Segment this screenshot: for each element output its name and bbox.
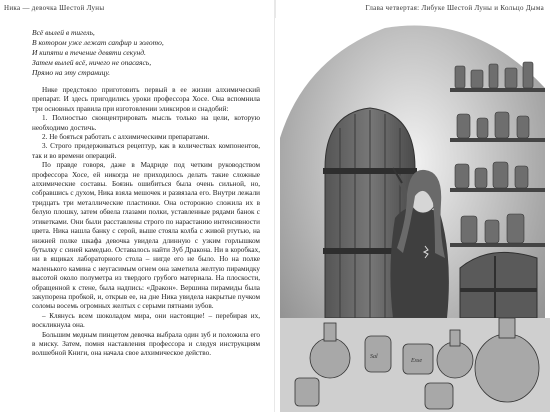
poem-line: Прямо на эту страницу. (32, 68, 111, 77)
poem-line: Всё вылей в тигель, (32, 28, 95, 37)
paragraph: Большим медным пинцетом девочка выбрала один зуб и положила его в миску. Затем, помня наставления профессора и следуя инструкциям волшебной Книги, она начала свое алхимическое действо. (32, 330, 260, 358)
poem (32, 28, 252, 78)
treasure-chest (460, 252, 537, 318)
paragraph: Нике предстояло приготовить первый в ее жизни алхимический препарат. И здесь пригодились уроки профессора Хосе. Она вспомнила три основных правила при изготовлении эликсиров и снадобий: (32, 86, 260, 113)
paragraph: 1. Полностью сконцентрировать мысль только на цели, которую необходимо достичь. (32, 114, 260, 132)
paragraph: – Клянусь всем шоколадом мира, они настоящие! – перебирая их, воскликнула она. (32, 311, 260, 330)
paragraph: 3. Строго придерживаться рецептур, как в количествах компонентов, так и во времени операций. (32, 142, 260, 160)
paragraph: По правде говоря, даже в Мадриде под четким руководством профессора Хосе, ей никогда не приходилось делать такие сложные алхимические составы. Боязнь ошибиться была очень сильной, но, собравшись с духом, Ника взяла мешочек и развязала его. Внутри лежали тридцать три металлические пластинки. Она осторожно сложила их в белую плошку, затем обвела глазами полки, уставленные рядами банок с этикетками. Они были расставлены строго по нарастанию интенсивности цвета. Ника нашла банку с серой, выше стояла колба с живой ртутью, на нижней полке шкафа девочка увидела длинную с узким горлышком бутылку с синей камедью. Оставалось найти Зуб Дракона. Ни в коробках, ни в ящиках лабораторного стола – нигде его не было. Но на полке маленького камина с неугасимым огнем она заметила желтую пирамидку высотой около полуметра из твердого грубого материала. На плоскости, обращенной к стене, была надпись: «Дракон». Вершина пирамиды была закупорена пробкой, и, открыв ее, на дне Ника увидела накрытые пучком соломы восемь огромных желтых с серыми пятнами зубов. (32, 161, 260, 311)
flask-label: Sal (370, 354, 378, 360)
poem-line: Затем вылей всё, ничего не опасаясь, (32, 58, 152, 67)
poem-line: В котором уже лежат сапфир и золото, (32, 38, 164, 47)
poem-line: И кипяти в течение девяти секунд. (32, 48, 146, 57)
paragraph: 2. Не бояться работать с алхимическими препаратами. (42, 133, 210, 142)
right-page (275, 0, 550, 412)
flask-label: Esse (411, 358, 422, 364)
body-text (32, 86, 260, 359)
flask-table (280, 318, 550, 412)
running-head-right: Глава четвертая: Либуке Шестой Луны и Кольцо Дыма (365, 4, 544, 12)
alchemy-lab-illustration (275, 18, 550, 412)
running-head-left: Ника — девочка Шестой Луны (4, 4, 105, 12)
